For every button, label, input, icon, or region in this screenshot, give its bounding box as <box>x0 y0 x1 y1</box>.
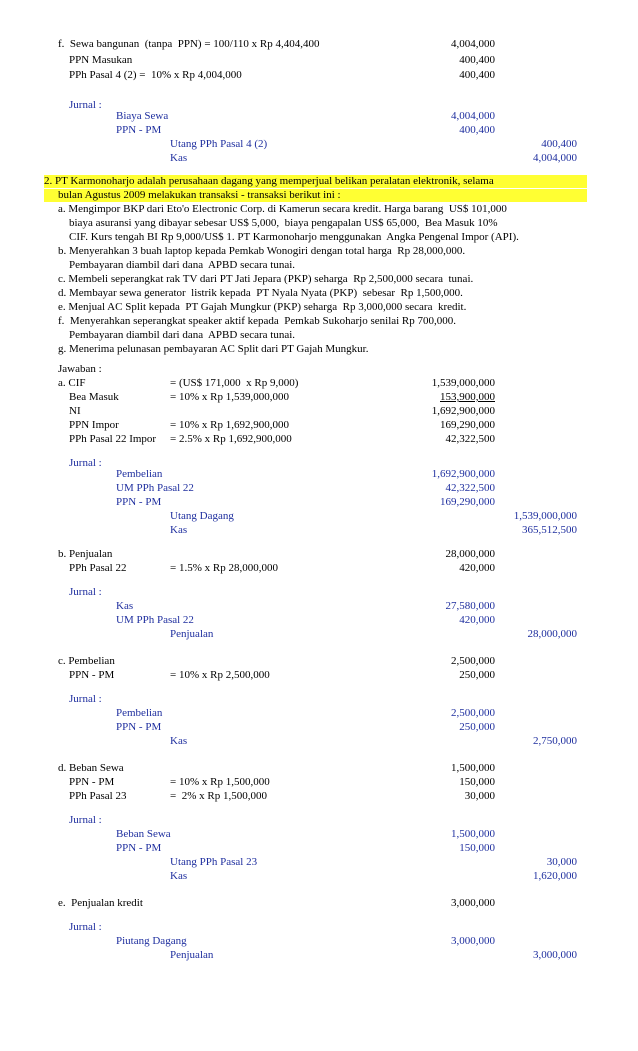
d-pph23-formula: = 2% x Rp 1,500,000 <box>170 790 267 802</box>
d-jurnal-label: Jurnal : <box>69 814 102 826</box>
f-sewa-amount: 4,004,000 <box>451 38 495 50</box>
problem-2-intro-line-2: bulan Agustus 2009 melakukan transaksi - transaksi berikut ini : <box>44 189 587 202</box>
problem-item-e: e. Menjual AC Split kepada PT Gajah Mungkur (PKP) seharga Rp 3,000,000 secara kredit. <box>58 301 467 313</box>
b-journal-debit-1: Kas <box>116 600 134 612</box>
c-jurnal-label: Jurnal : <box>69 693 102 705</box>
e-penjualan-kredit-label: e. Penjualan kredit <box>58 897 143 909</box>
e-jurnal-label: Jurnal : <box>69 921 102 933</box>
a-cif-label: a. CIF <box>58 377 86 389</box>
a-pph22-formula: = 2.5% x Rp 1,692,900,000 <box>170 433 292 445</box>
a-pph22-amount: 42,322,500 <box>445 433 495 445</box>
b-pph22-formula: = 1.5% x Rp 28,000,000 <box>170 562 278 574</box>
e-penjualan-kredit-amount: 3,000,000 <box>451 897 495 909</box>
d-beban-sewa-label: d. Beban Sewa <box>58 762 124 774</box>
d-pph23-label: PPh Pasal 23 <box>69 790 127 802</box>
a-ni-label: NI <box>69 405 81 417</box>
problem-item-b-line-2: Pembayaran diambil dari dana APBD secara tunai. <box>69 259 296 271</box>
f-journal-debit-1: Biaya Sewa <box>116 110 169 122</box>
b-journal-debit-2-amount: 420,000 <box>459 614 495 626</box>
problem-item-b-line-1: b. Menyerahkan 3 buah laptop kepada Pemkab Wonogiri dengan total harga Rp 28,000,000. <box>58 245 466 257</box>
problem-item-c: c. Membeli seperangkat rak TV dari PT Jati Jepara (PKP) seharga Rp 2,500,000 secara tunai. <box>58 273 474 285</box>
a-journal-debit-3: PPN - PM <box>116 496 162 508</box>
a-journal-debit-3-amount: 169,290,000 <box>440 496 495 508</box>
d-journal-debit-1-amount: 1,500,000 <box>451 828 495 840</box>
c-pembelian-label: c. Pembelian <box>58 655 115 667</box>
b-journal-debit-2: UM PPh Pasal 22 <box>116 614 194 626</box>
a-ppn-impor-formula: = 10% x Rp 1,692,900,000 <box>170 419 289 431</box>
a-journal-debit-1: Pembelian <box>116 468 163 480</box>
a-journal-credit-2: Kas <box>170 524 188 536</box>
a-bea-masuk-formula: = 10% x Rp 1,539,000,000 <box>170 391 289 403</box>
d-journal-debit-1: Beban Sewa <box>116 828 171 840</box>
c-journal-credit-1-amount: 2,750,000 <box>533 735 577 747</box>
a-bea-masuk-label: Bea Masuk <box>69 391 119 403</box>
a-cif-amount: 1,539,000,000 <box>431 377 495 389</box>
c-journal-credit-1: Kas <box>170 735 188 747</box>
a-journal-credit-2-amount: 365,512,500 <box>522 524 577 536</box>
f-pph-line: PPh Pasal 4 (2) = 10% x Rp 4,004,000 <box>69 69 242 81</box>
a-pph22-label: PPh Pasal 22 Impor <box>69 433 157 445</box>
a-ni-amount: 1,692,900,000 <box>431 405 495 417</box>
f-ppn-line: PPN Masukan <box>69 54 133 66</box>
b-penjualan-label: b. Penjualan <box>58 548 113 560</box>
b-pph22-label: PPh Pasal 22 <box>69 562 127 574</box>
c-journal-debit-2: PPN - PM <box>116 721 162 733</box>
c-journal-debit-1-amount: 2,500,000 <box>451 707 495 719</box>
c-ppn-formula: = 10% x Rp 2,500,000 <box>170 669 270 681</box>
a-ppn-impor-label: PPN Impor <box>69 419 119 431</box>
b-journal-debit-1-amount: 27,580,000 <box>445 600 495 612</box>
f-jurnal-label: Jurnal : <box>69 99 102 111</box>
a-jurnal-label: Jurnal : <box>69 457 102 469</box>
jawaban-heading: Jawaban : <box>58 363 102 375</box>
a-journal-credit-1-amount: 1,539,000,000 <box>513 510 577 522</box>
b-pph22-amount: 420,000 <box>459 562 495 574</box>
d-journal-credit-1-amount: 30,000 <box>546 856 577 868</box>
e-journal-credit-1-amount: 3,000,000 <box>533 949 577 961</box>
a-journal-debit-2: UM PPh Pasal 22 <box>116 482 194 494</box>
a-bea-masuk-amount: 153,900,000 <box>440 391 495 403</box>
c-pembelian-amount: 2,500,000 <box>451 655 495 667</box>
b-jurnal-label: Jurnal : <box>69 586 102 598</box>
e-journal-debit-1-amount: 3,000,000 <box>451 935 495 947</box>
d-journal-credit-2-amount: 1,620,000 <box>533 870 577 882</box>
c-journal-debit-1: Pembelian <box>116 707 163 719</box>
b-journal-credit-1-amount: 28,000,000 <box>527 628 577 640</box>
e-journal-debit-1: Piutang Dagang <box>116 935 187 947</box>
a-journal-debit-2-amount: 42,322,500 <box>445 482 495 494</box>
f-journal-credit-1-amount: 400,400 <box>541 138 577 150</box>
d-ppn-label: PPN - PM <box>69 776 115 788</box>
f-journal-debit-1-amount: 4,004,000 <box>451 110 495 122</box>
problem-item-a-line-2: biaya asuransi yang dibayar sebesar US$ 5,000, biaya pengapalan US$ 65,000, Bea Masuk 10% <box>69 217 498 229</box>
f-journal-credit-2: Kas <box>170 152 188 164</box>
e-journal-credit-1: Penjualan <box>170 949 214 961</box>
f-journal-debit-2: PPN - PM <box>116 124 162 136</box>
f-journal-debit-2-amount: 400,400 <box>459 124 495 136</box>
d-journal-credit-2: Kas <box>170 870 188 882</box>
f-journal-credit-2-amount: 4,004,000 <box>533 152 577 164</box>
c-ppn-amount: 250,000 <box>459 669 495 681</box>
f-journal-credit-1: Utang PPh Pasal 4 (2) <box>170 138 268 150</box>
d-beban-sewa-amount: 1,500,000 <box>451 762 495 774</box>
f-ppn-amount: 400,400 <box>459 54 495 66</box>
d-journal-debit-2-amount: 150,000 <box>459 842 495 854</box>
d-ppn-formula: = 10% x Rp 1,500,000 <box>170 776 270 788</box>
problem-item-g: g. Menerima pelunasan pembayaran AC Split dari PT Gajah Mungkur. <box>58 343 369 355</box>
problem-2-intro-line-1: 2. PT Karmonoharjo adalah perusahaan dagang yang memperjual belikan peralatan elektronik, selama <box>44 175 587 188</box>
problem-item-a-line-3: CIF. Kurs tengah BI Rp 9,000/US$ 1. PT Karmonoharjo menggunakan Angka Pengenal Impor (API). <box>69 231 519 243</box>
f-pph-amount: 400,400 <box>459 69 495 81</box>
b-journal-credit-1: Penjualan <box>170 628 214 640</box>
d-journal-debit-2: PPN - PM <box>116 842 162 854</box>
problem-item-a-line-1: a. Mengimpor BKP dari Eto'o Electronic Corp. di Kamerun secara kredit. Harga barang US$ 101,000 <box>58 203 507 215</box>
a-cif-formula: = (US$ 171,000 x Rp 9,000) <box>170 377 299 389</box>
b-penjualan-amount: 28,000,000 <box>445 548 495 560</box>
a-journal-debit-1-amount: 1,692,900,000 <box>431 468 495 480</box>
d-journal-credit-1: Utang PPh Pasal 23 <box>170 856 258 868</box>
f-sewa-line: f. Sewa bangunan (tanpa PPN) = 100/110 x Rp 4,404,400 <box>58 38 320 50</box>
problem-item-f-line-2: Pembayaran diambil dari dana APBD secara tunai. <box>69 329 296 341</box>
problem-item-f-line-1: f. Menyerahkan seperangkat speaker aktif kepada Pemkab Sukoharjo senilai Rp 700,000. <box>58 315 457 327</box>
c-journal-debit-2-amount: 250,000 <box>459 721 495 733</box>
problem-item-d: d. Membayar sewa generator listrik kepada PT Nyala Nyata (PKP) sebesar Rp 1,500,000. <box>58 287 463 299</box>
c-ppn-label: PPN - PM <box>69 669 115 681</box>
d-ppn-amount: 150,000 <box>459 776 495 788</box>
a-journal-credit-1: Utang Dagang <box>170 510 234 522</box>
d-pph23-amount: 30,000 <box>464 790 495 802</box>
a-ppn-impor-amount: 169,290,000 <box>440 419 495 431</box>
